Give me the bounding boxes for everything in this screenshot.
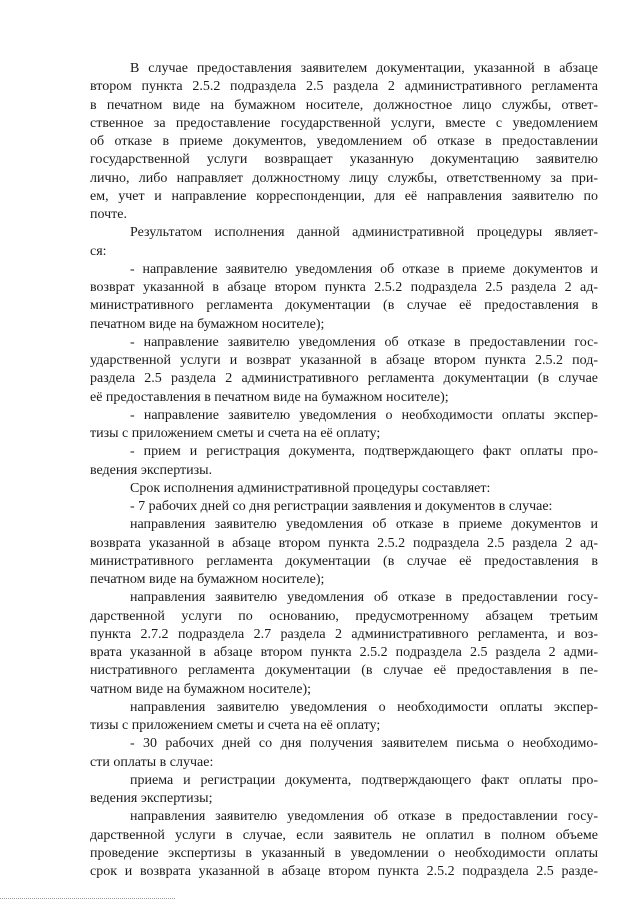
text-line: втором пункта 2.5.2 подраздела 2.5 раздела 2 административного регламента [90,79,598,95]
text-line: тизы с приложением сметы и счета на её оплату; [90,718,381,733]
text-line: сти оплаты в случае: [90,754,214,770]
text-line: печатном виде на бумажном носителе); [90,572,325,587]
text-line: нистративного регламента документации (в случае её предоставления в пе- [90,663,598,679]
text-line: её предоставления в печатном виде на бумажном носителе); [90,389,449,405]
text-line: проведение экспертизы в указанный в уведомлении о необходимости оплаты [90,845,598,861]
text-line: печатном виде на бумажном носителе); [90,316,325,332]
text-line: ударственной услуги и возврат указанной в абзаце втором пункта 2.5.2 под- [90,353,598,368]
text-line: возврат указанной в абзаце втором пункта 2.5.2 подраздела 2.5 раздела 2 ад- [90,280,598,295]
document-body [90,60,598,881]
text-line: ся: [90,243,107,259]
page-bottom-edge [0,898,175,899]
text-line: тизы с приложением сметы и счета на её оплату; [90,426,381,441]
text-line: ственное за предоставление государственной услуги, вместе с уведомлением [90,115,598,131]
text-line: Результатом исполнения данной административной процедуры являет- [130,225,598,241]
text-line: направления заявителю уведомления об отказе в предоставлении госу- [130,809,598,825]
text-line: срок и возврата указанной в абзаце втором пункта 2.5.2 подраздела 2.5 разде- [90,864,598,879]
text-line: - 30 рабочих дней со дня получения заявителем письма о необходимо- [130,736,598,752]
text-line: направления заявителю уведомления об отказе в приеме документов и [130,517,598,533]
text-line: В случае предоставления заявителем документации, указанной в абзаце [130,61,598,76]
text-line: лично, либо направляет должностному лицу службы, ответственному за при- [90,170,598,186]
text-line: - направление заявителю уведомления о необходимости оплаты экспер- [130,407,598,423]
text-line: почте. [90,207,128,222]
text-line: возврата указанной в абзаце втором пункта 2.5.2 подраздела 2.5 раздела 2 ад- [90,535,598,551]
text-line: приема и регистрации документа, подтверждающего факт оплаты про- [130,772,598,788]
text-line: направления заявителю уведомления о необходимости оплаты экспер- [130,699,598,715]
text-line: об отказе в приеме документов, уведомлением об отказе в предоставлении [90,134,598,149]
text-line: чатном виде на бумажном носителе); [90,681,312,697]
text-line: ведения экспертизы. [90,462,213,478]
text-line: раздела 2.5 раздела 2 административного регламента документации (в случае [90,371,598,387]
text-line: - прием и регистрация документа, подтверждающего факт оплаты про- [130,444,598,460]
text-line: ведения экспертизы; [90,791,213,806]
text-line: дарственной услуги в случае, если заявитель не оплатил в полном объеме [90,827,598,843]
text-line: - 7 рабочих дней со дня регистрации заявления и документов в случае: [130,499,553,514]
text-line: министративного регламента документации (в случае её предоставления в [90,298,598,314]
text-line: - направление заявителю уведомления об отказе в приеме документов и [130,261,598,277]
text-line: министративного регламента документации (в случае её предоставления в [90,553,598,569]
text-line: дарственной услуги по основанию, предусмотренному абзацем третьим [90,608,598,624]
text-line: врата указанной в абзаце втором пункта 2.5.2 подраздела 2.5 раздела 2 адми- [90,645,598,660]
text-line: Срок исполнения административной процедуры составляет: [130,480,491,496]
text-line: направления заявителю уведомления об отказе в предоставлении госу- [130,590,598,606]
text-line: пункта 2.7.2 подраздела 2.7 раздела 2 административного регламента, и воз- [90,626,598,642]
text-line: - направление заявителю уведомления об отказе в предоставлении гос- [130,334,598,350]
text-line: в печатном виде на бумажном носителе, должностное лицо службы, ответ- [90,97,598,113]
text-line: государственной услуги возвращает указанную документацию заявителю [90,152,598,168]
text-line: ем, учет и направление корреспонденции, для её направления заявителю по [90,188,598,204]
